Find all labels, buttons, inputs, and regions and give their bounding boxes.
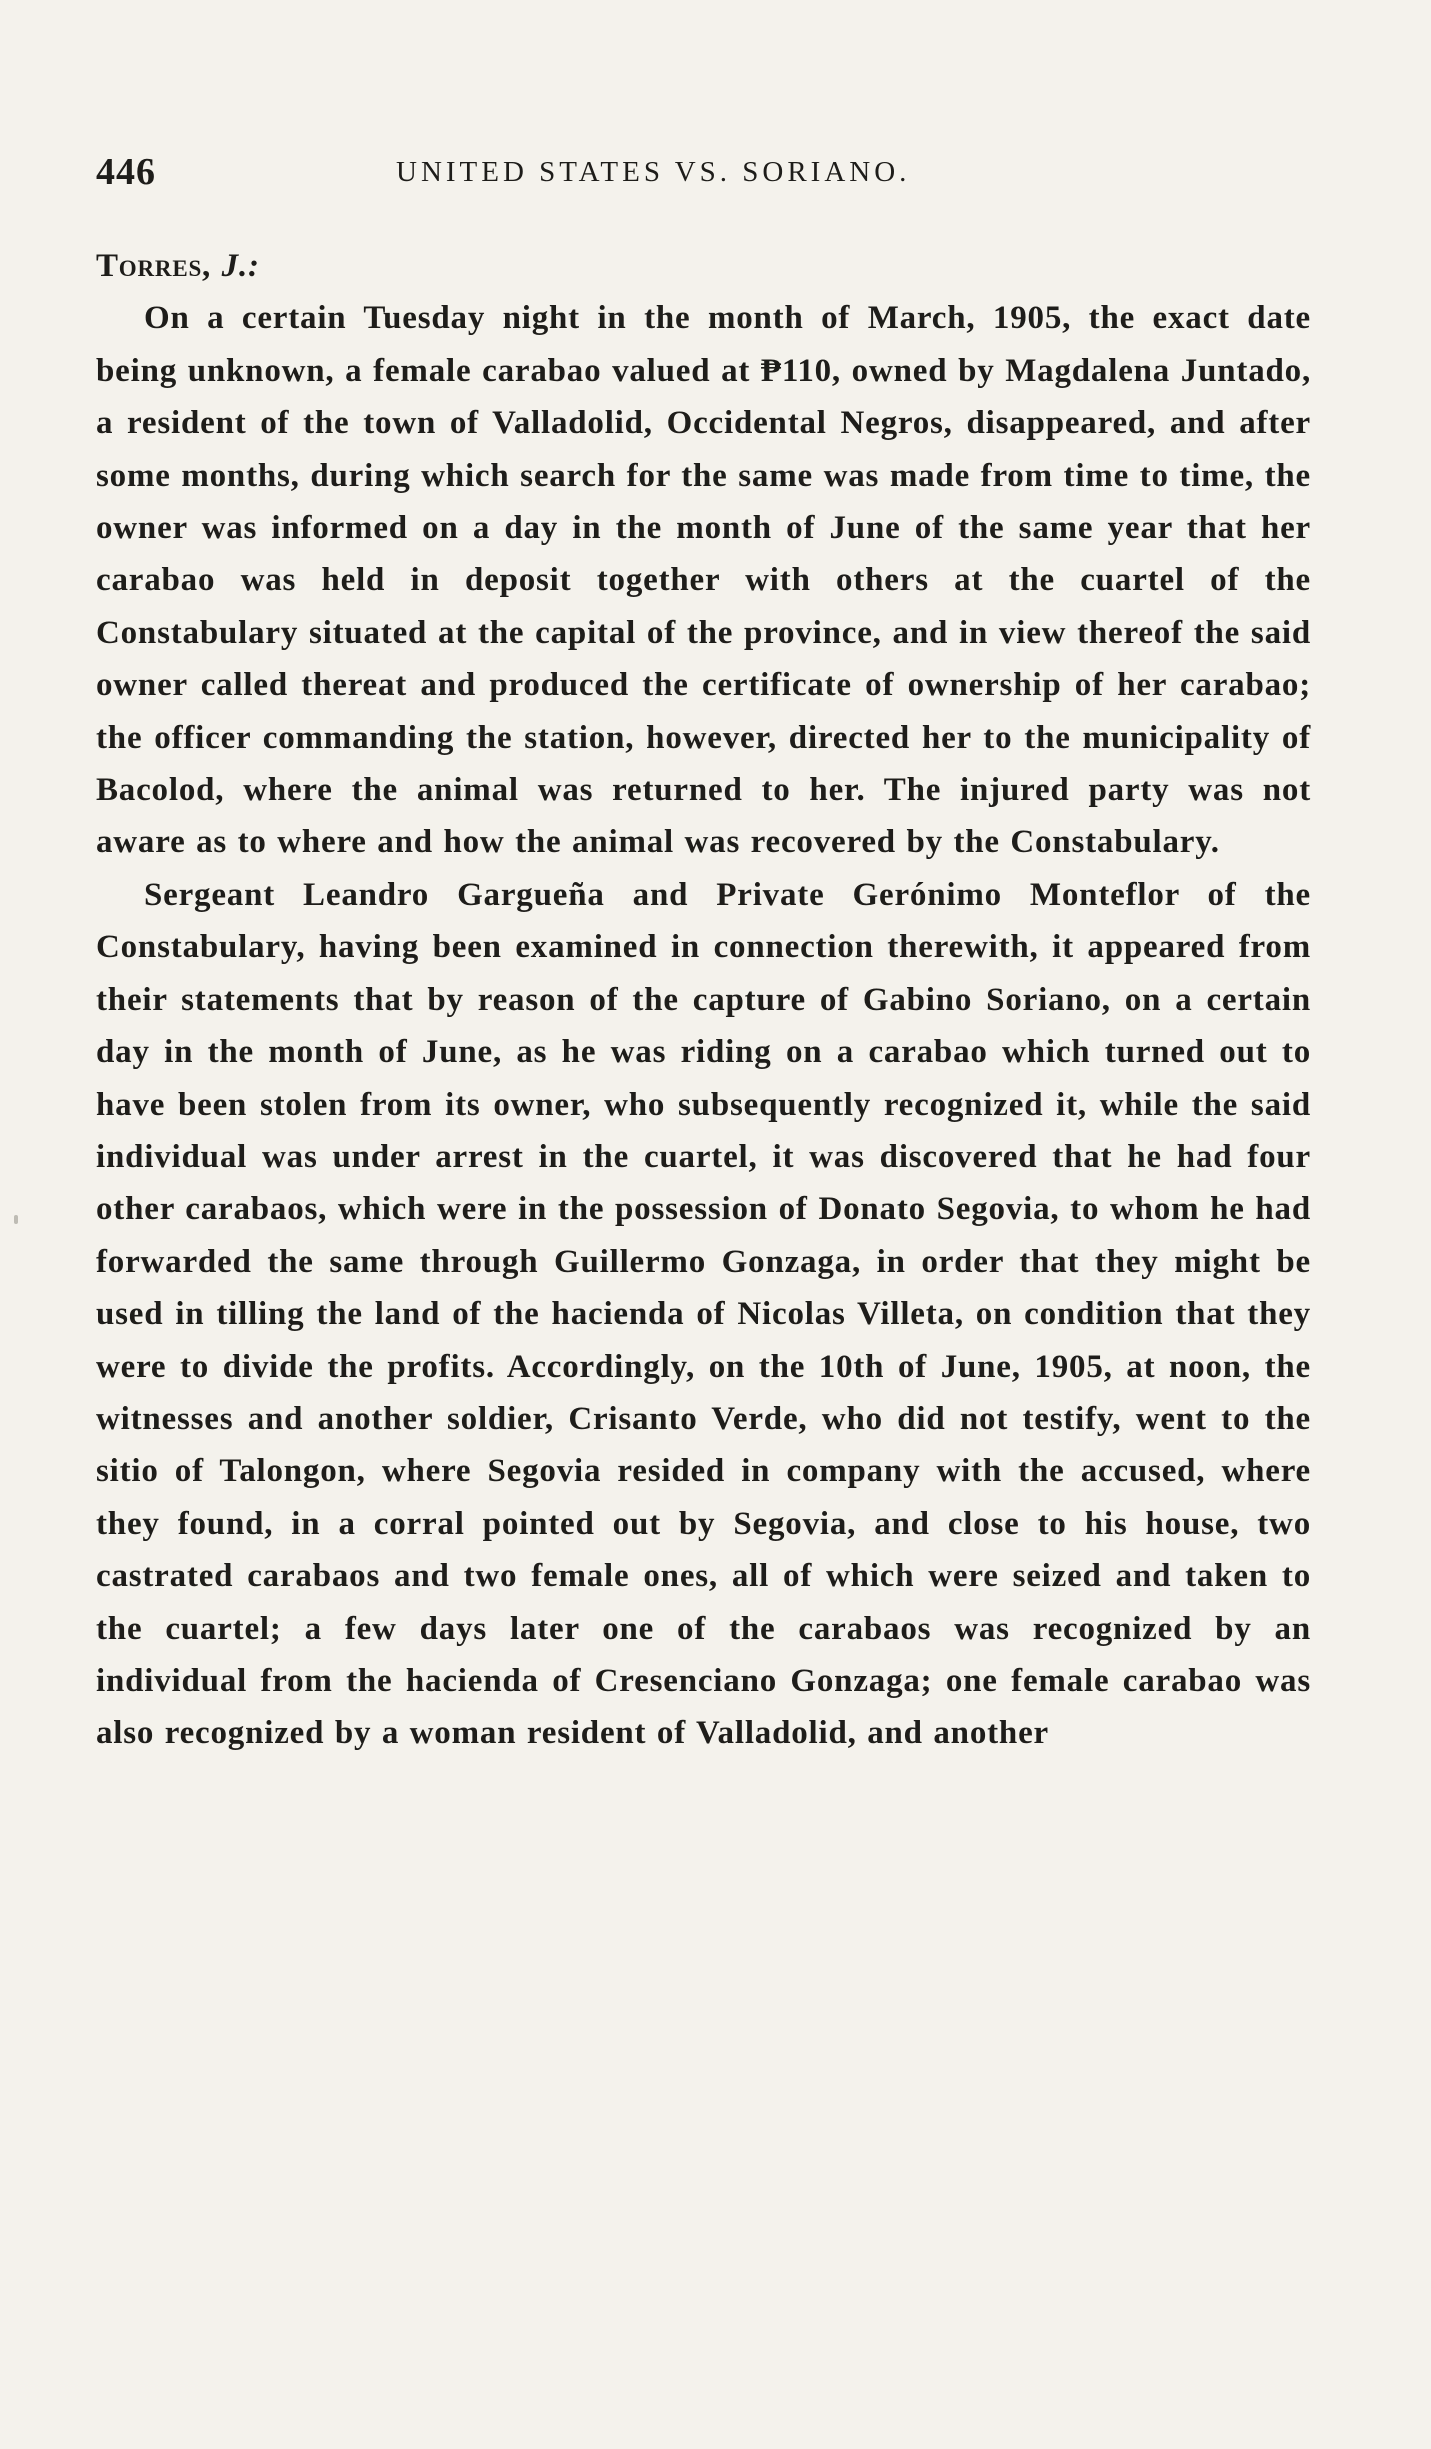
author-name: Torres, [96, 248, 212, 284]
paragraph-1: On a certain Tuesday night in the month of March, 1905, the exact date being unknown, a female carabao valued at ₱110, owned by Magdalena Juntado, a resident of the town of Valladolid, Occidental Negros, disappeared, and after some months, during which search for the same was made from time to time, the owner was informed on a day in the month of June of the same year that her carabao was held in deposit together with others at the cuartel of the Constabulary situated at the capital of the province, and in view thereof the said owner called thereat and produced the certificate of ownership of her carabao; the officer commanding the station, however, directed her to the municipality of Bacolod, where the animal was returned to her. The injured party was not aware as to where and how the animal was recovered by the Constabulary. [96, 300, 1311, 861]
page-header [96, 150, 1311, 200]
opinion-author [96, 240, 1311, 292]
scan-speck [14, 1215, 18, 1224]
running-head: UNITED STATES VS. SORIANO. [396, 156, 911, 188]
paragraph-2: Sergeant Leandro Gargueña and Private Gerónimo Monteflor of the Constabulary, having been examined in connection therewith, it appeared from their statements that by reason of the capture of Gabino Soriano, on a certain day in the month of June, as he was riding on a carabao which turned out to have been stolen from its owner, who subsequently recognized it, while the said individual was under arrest in the cuartel, it was discovered that he had four other carabaos, which were in the possession of Donato Segovia, to whom he had forwarded the same through Guillermo Gonzaga, in order that they might be used in tilling the land of the hacienda of Nicolas Villeta, on condition that they were to divide the profits. Accordingly, on the 10th of June, 1905, at noon, the witnesses and another soldier, Crisanto Verde, who did not testify, went to the sitio of Talongon, where Segovia resided in company with the accused, where they found, in a corral pointed out by Segovia, and close to his house, two castrated carabaos and two female ones, all of which were seized and taken to the cuartel; a few days later one of the carabaos was recognized by an individual from the hacienda of Cresenciano Gonzaga; one female carabao was also recognized by a woman resident of Valladolid, and another [96, 876, 1311, 1752]
page-number: 446 [96, 151, 156, 193]
opinion-text [96, 240, 1311, 1760]
author-title: J.: [221, 248, 260, 284]
